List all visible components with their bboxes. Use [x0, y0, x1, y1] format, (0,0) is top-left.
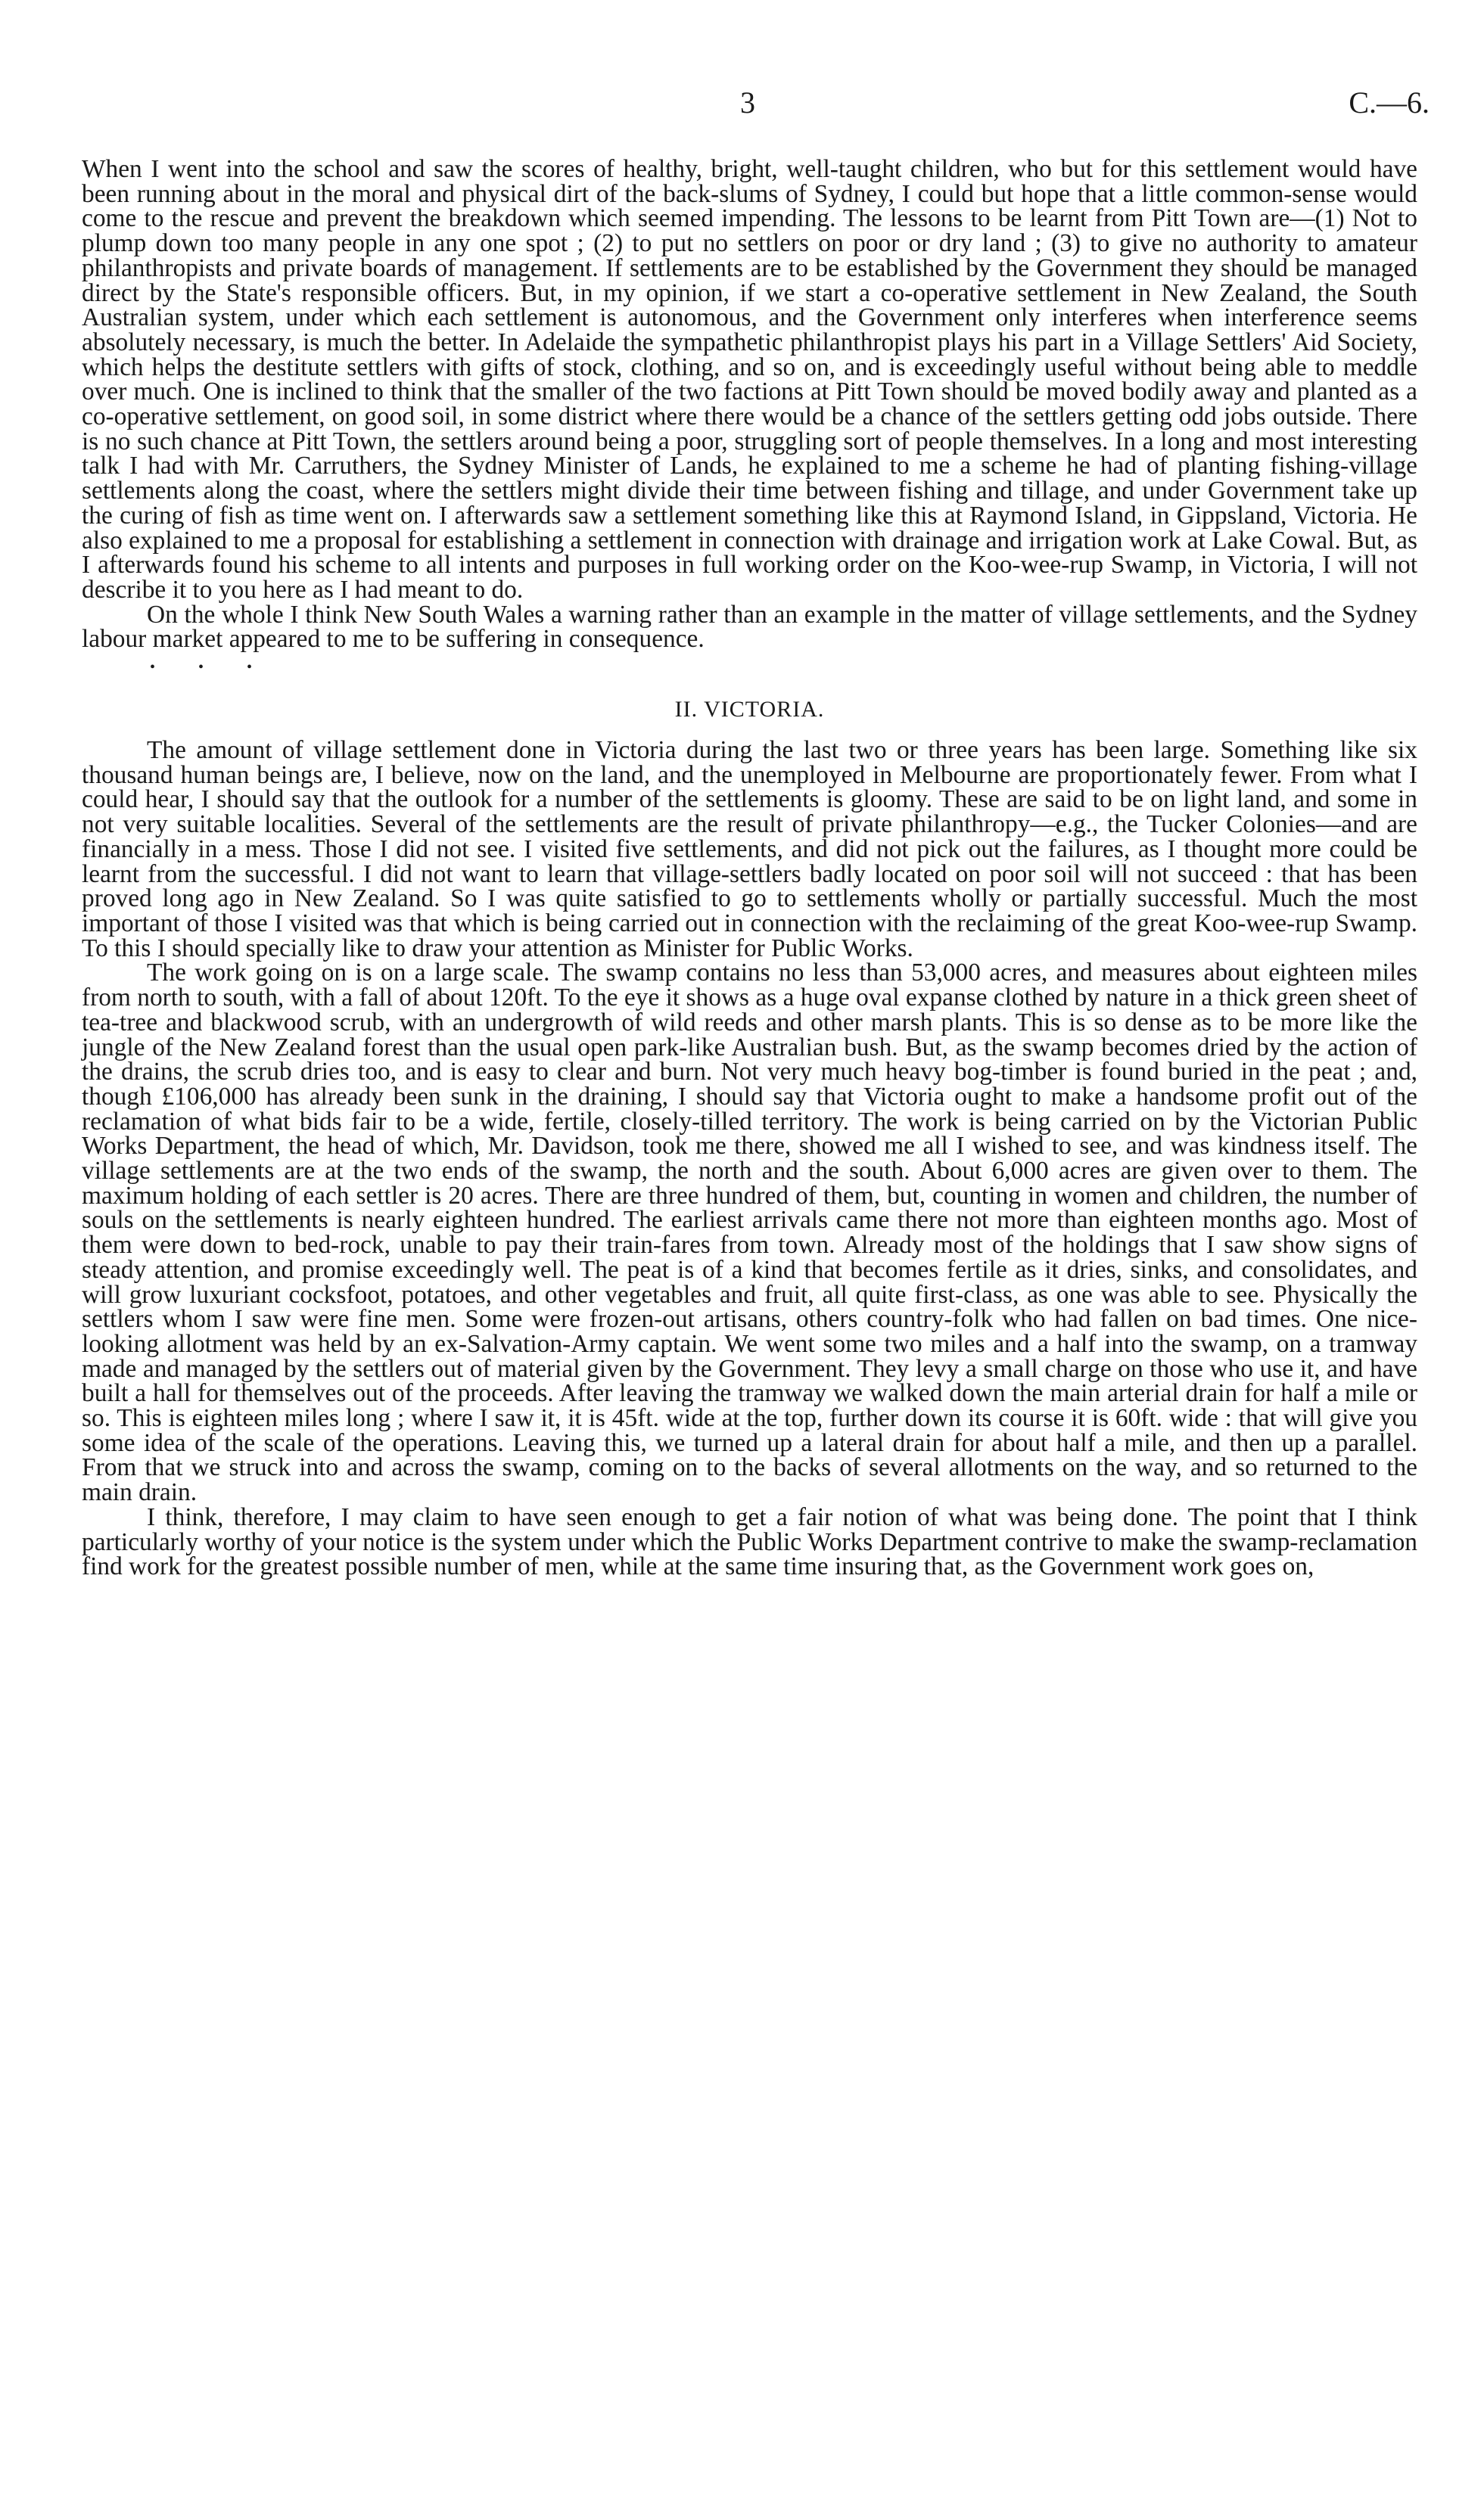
paragraph: I think, therefore, I may claim to have seen enough to get a fair notion of what was being done. The point that I think particularly worthy of your notice is the system under which the Public Works Department contrive to make the swamp-reclamation find work for the greatest possible number of men, while at the same time insuring that, as the Government work goes on,: [82, 1502, 1417, 1581]
paragraph: On the whole I think New South Wales a warning rather than an example in the matter of village settlements, and the Sydney labour market appeared to me to be suffering in consequence.: [82, 600, 1417, 654]
page-number: 3: [740, 85, 755, 120]
paragraph: When I went into the school and saw the scores of healthy, bright, well-taught children, who but for this settlement would have been running about in the moral and physical dirt of the back-slums of Sydney, I could but hope that a little common-sense would come to the rescue and prevent the breakdown which seemed impending. The lessons to be learnt from Pitt Town are—(1) Not to plump down too many people in any one spot ; (2) to put no settlers on poor or dry land ; (3) to give no authority to amateur philanthropists and private boards of management. If settlements are to be established by the Government they should be managed direct by the State's responsible officers. But, in my opinion, if we start a co-operative settlement in New Zealand, the South Australian system, under which each settlement is autonomous, and the Government only interferes when interference seems absolutely necessary, is much the better. In Adelaide the sympathetic philanthropist plays his part in a Village Settlers' Aid Society, which helps the destitute settlers with gifts of stock, clothing, and so on, and is exceedingly useful without being able to meddle over much. One is inclined to think that the smaller of the two factions at Pitt Town should be moved bodily away and planted as a co-operative settlement, on good soil, in some district where there would be a chance of the settlers getting odd jobs outside. There is no such chance at Pitt Town, the settlers around being a poor, struggling sort of people themselves. In a long and most interesting talk I had with Mr. Carruthers, the Sydney Minister of Lands, he explained to me a scheme he had of planting fishing-village settlements along the coast, where the settlers might divide their time between fishing and tillage, and under Government take up the curing of fish as time went on. I afterwards saw a settlement something like this at Raymond Island, in Gippsland, Victoria. He also explained to me a proposal for establishing a settlement in connection with drainage and irrigation work at Lake Cowal. But, as I afterwards found his scheme to all intents and purposes in full working order on the Koo-wee-rup Swamp, in Victoria, I will not describe it to you here as I had meant to do.: [82, 155, 1417, 604]
document-body: [82, 157, 1417, 1580]
separator-dots: • • •: [150, 659, 272, 676]
page-header: [0, 85, 1484, 130]
paragraph: The amount of village settlement done in Victoria during the last two or three years has been large. Something like six thousand human beings are, I believe, now on the land, and the unemployed in Melbourne are proportionately fewer. From what I could hear, I should say that the outlook for a number of the settlements is gloomy. These are said to be on light land, and some in not very suitable localities. Several of the settlements are the result of private philanthropy—e.g., the Tucker Colonies—and are financially in a mess. Those I did not see. I visited five settlements, and did not pick out the failures, as I thought more could be learnt from the successful. I did not want to learn that village-settlers badly located on poor soil will not succeed : that has been proved long ago in New Zealand. So I was quite satisfied to go to settlements wholly or partially successful. Much the most important of those I visited was that which is being carried out in connection with the reclaiming of the great Koo-wee-rup Swamp. To this I should specially like to draw your attention as Minister for Public Works.: [82, 736, 1417, 962]
section-heading: II. VICTORIA.: [674, 697, 825, 722]
document-code: C.—6.: [1349, 85, 1430, 120]
paragraph: The work going on is on a large scale. The swamp contains no less than 53,000 acres, and measures about eighteen miles from north to south, with a fall of about 120ft. To the eye it shows as a huge oval expanse clothed by nature in a thick green sheet of tea-tree and blackwood scrub, with an undergrowth of wild reeds and other marsh plants. This is so dense as to be more like the jungle of the New Zealand forest than the usual open park-like Australian bush. But, as the swamp becomes dried by the action of the drains, the scrub dries too, and is easy to clear and burn. Not very much heavy bog-timber is found buried in the peat ; and, though £106,000 has already been sunk in the draining, I should say that Victoria ought to make a handsome profit out of the reclamation of what bids fair to be a wide, fertile, closely-tilled territory. The work is being carried on by the Victorian Public Works Department, the head of which, Mr. Davidson, took me there, showed me all I wished to see, and was kindness itself. The village settlements are at the two ends of the swamp, the north and the south. About 6,000 acres are given over to them. The maximum holding of each settler is 20 acres. There are three hundred of them, but, counting in women and children, the number of souls on the settlements is nearly eighteen hundred. The earliest arrivals came there not more than eighteen months ago. Most of them were down to bed-rock, unable to pay their train-fares from town. Already most of the holdings that I saw show signs of steady attention, and promise exceedingly well. The peat is of a kind that becomes fertile as it dries, sinks, and consolidates, and will grow luxuriant cocksfoot, potatoes, and other vegetables and fruit, all quite first-class, as one was able to see. Physically the settlers whom I saw were fine men. Some were frozen-out artisans, others country-folk who had fallen on bad times. One nice-looking allotment was held by an ex-Salvation-Army captain. We went some two miles and a half into the swamp, on a tramway made and managed by the settlers out of material given by the Government. They levy a small charge on those who use it, and have built a hall for themselves out of the proceeds. After leaving the tramway we walked down the main arterial drain for half a mile or so. This is eighteen miles long ; where I saw it, it is 45ft. wide at the top, further down its course it is 60ft. wide : that will give you some idea of the scale of the operations. Leaving this, we turned up a lateral drain for about half a mile, and then up a parallel. From that we struck into and across the swamp, coming on to the backs of several allotments on the way, and so returned to the main drain.: [82, 959, 1417, 1507]
